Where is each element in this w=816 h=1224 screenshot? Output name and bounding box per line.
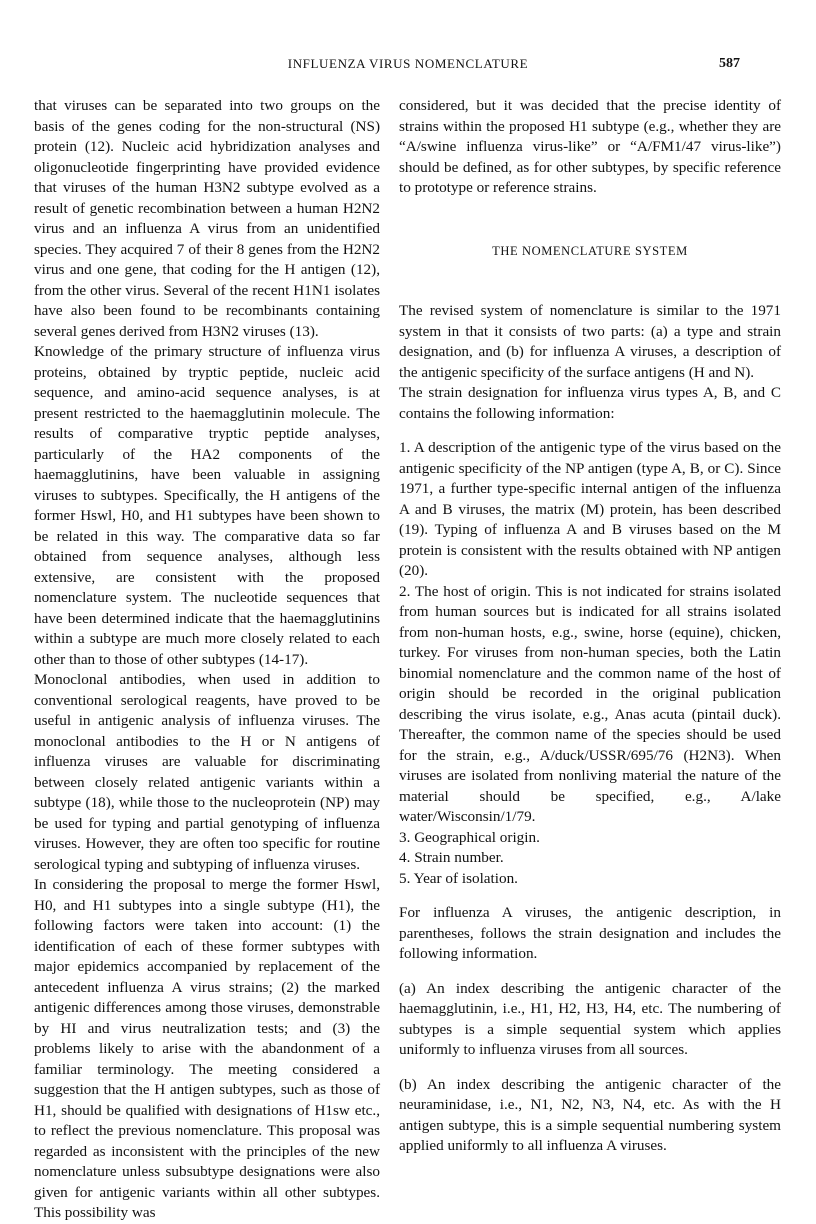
right-paragraph-4: For influenza A viruses, the antigenic description, in parentheses, follows the strain designation and includes the following information.: [399, 904, 781, 962]
page-number: 587: [719, 56, 740, 71]
list-item-a: (a) An index describing the antigenic character of the haemagglutinin, i.e., H1, H2, H3, H4, etc. The numbering of subtypes is a simple sequential system which applies uniformly to influenza viruses from all sources.: [399, 979, 781, 1058]
left-paragraph-1: that viruses can be separated into two groups on the basis of the genes coding for the non-structural (NS) protein (12). Nucleic acid hybridization analyses and oligonucleotide fingerprinting have provided evidence that viruses of the human H3N2 subtype evolved as a result of genetic recombination between a human H2N2 virus and an influenza A virus from an unidentified species. They acquired 7 of their 8 genes from the H2N2 virus and one gene, that coding for the H antigen (12), from the other virus. Several of the recent H1N1 isolates have also been found to be recombinants containing several genes derived from H3N2 viruses (13).: [34, 97, 380, 340]
section-heading: THE NOMENCLATURE SYSTEM: [492, 243, 688, 258]
right-paragraph-3: The strain designation for influenza virus types A, B, and C contains the following information:: [399, 384, 781, 422]
left-paragraph-3: Monoclonal antibodies, when used in addition to conventional serological reagents, have proved to be useful in antigenic analysis of influenza viruses. The monoclonal antibodies to the H or N antigens of influenza viruses are valuable for discriminating between closely related antigenic variants within a subtype (18), while those to the nucleoprotein (NP) may be used for typing and partial genotyping of influenza viruses. However, they are often too specific for routine serological typing and subtyping of influenza viruses.: [34, 671, 380, 873]
left-paragraph-4: In considering the proposal to merge the former Hswl, H0, and H1 subtypes into a single subtype (H1), the following factors were taken into account: (1) the identification of each of these former subtypes with major epidemics accompanied by replacement of the antecedent influenza A virus strains; (2) the marked antigenic differences among those viruses, demonstrable by HI and virus neutralization tests; and (3) the problems likely to arise with the abandonment of a familiar terminology. The meeting considered a suggestion that the H antigen subtypes, such as those of H1, should be qualified with designations of H1sw etc., to reflect the previous nomenclature. This proposal was regarded as inconsistent with the principles of the new nomenclature unless subsubtype designations were also given for antigenic variants within all other subtypes. This possibility was: [34, 876, 380, 1221]
right-paragraph-2: The revised system of nomenclature is similar to the 1971 system in that it consists of two parts: (a) a type and strain designation, and (b) for influenza A viruses, a description of the antigenic specificity of the surface antigens (H and N).: [399, 302, 781, 381]
list-item-4: 4. Strain number.: [399, 849, 504, 866]
left-column: [34, 96, 380, 1224]
running-title: INFLUENZA VIRUS NOMENCLATURE: [287, 56, 529, 71]
list-item-3: 3. Geographical origin.: [399, 828, 540, 846]
right-paragraph-1: considered, but it was decided that the precise identity of strains within the proposed H1 subtype (e.g., whether they are “A/swine influenza virus-like” or “A/FM1/47 virus-like”) should be defined, as for other subtypes, by specific reference to prototype or reference strains.: [399, 97, 781, 196]
left-paragraph-2: Knowledge of the primary structure of influenza virus proteins, obtained by tryptic peptide, nucleic acid sequence, and amino-acid sequence analyses, is at present restricted to the haemagglutinin molecule. The results of comparative tryptic peptide analyses, particularly of the HA2 components of the haemagglutinins, have been valuable in assigning viruses to subtypes. Specifically, the H antigens of the former Hswl, H0, and H1 subtypes have been shown to be related in this way. The comparative data so far obtained from sequence analyses, although less extensive, are consistent with the proposed nomenclature system. The nucleotide sequences that have been determined indicate that the haemagglutinins within a subtype are much more closely related to each other than to those of other subtypes (14-17).: [34, 343, 380, 668]
right-column: [399, 96, 781, 1157]
list-item-1: 1. A description of the antigenic type of the virus based on the antigenic specificity of the NP antigen (type A, B, or C). Since 1971, a further type-specific internal antigen of the influenza A and B viruses, the matrix (M) protein, has been described (19). Typing of influenza A and B viruses based on the M protein is consistent with the results obtained with NP antigen (20).: [399, 439, 781, 579]
list-item-b: (b) An index describing the antigenic character of the neuraminidase, i.e., N1, N2, N3, N4, etc. As with the H antigen subtype, this is a simple sequential numbering system applied uniformly to all influenza A viruses.: [399, 1075, 781, 1154]
list-item-5: 5. Year of isolation.: [399, 869, 518, 887]
list-item-2: 2. The host of origin. This is not indicated for strains isolated from human sources but is indicated for all strains isolated from non-human hosts, e.g., swine, horse (equine), chicken, turkey. For viruses from non-human species, both the Latin binomial nomenclature and the common name of the host of origin should be recorded in the original publication describing the virus isolate, e.g., Anas acuta (pintail duck). Thereafter, the common name of the species should be used for the strain, e.g., A/duck/USSR/695/76 (H2N3). When viruses are isolated from nonliving material the nature of the material should be specified, e.g., A/lake water/Wisconsin/1/79.: [399, 582, 781, 825]
